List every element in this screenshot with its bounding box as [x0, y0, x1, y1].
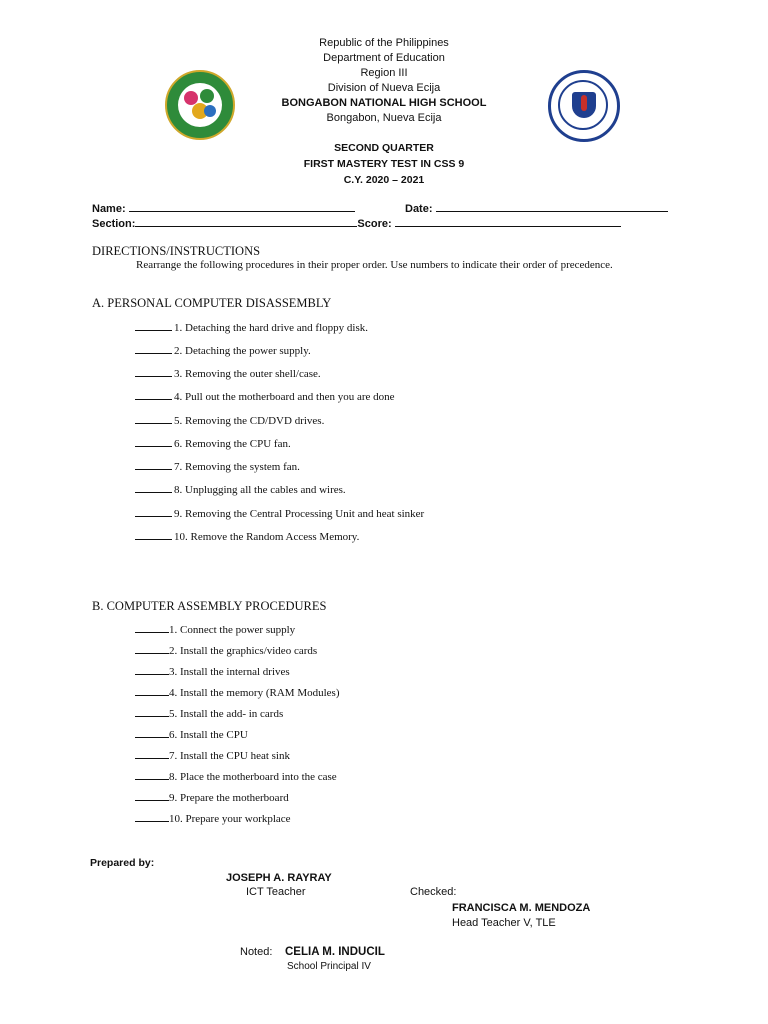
answer-blank[interactable]: [135, 367, 172, 377]
prepared-label: Prepared by:: [90, 857, 155, 869]
list-item[interactable]: 2. Install the graphics/video cards: [135, 644, 317, 657]
list-item[interactable]: 9. Removing the Central Processing Unit and heat sinker: [135, 507, 424, 520]
directions-heading: DIRECTIONS/INSTRUCTIONS: [92, 244, 261, 258]
answer-blank[interactable]: [135, 791, 169, 801]
header-line-republic: Republic of the Philippines: [319, 37, 449, 49]
section-a-heading: A. PERSONAL COMPUTER DISASSEMBLY: [92, 296, 332, 310]
answer-blank[interactable]: [135, 530, 172, 540]
date-blank[interactable]: [436, 201, 668, 212]
test-title: [0, 140, 768, 188]
answer-blank[interactable]: [135, 390, 172, 400]
list-item[interactable]: 9. Prepare the motherboard: [135, 791, 289, 804]
answer-blank[interactable]: [135, 414, 172, 424]
title-quarter: SECOND QUARTER: [334, 142, 434, 154]
answer-blank[interactable]: [135, 665, 169, 675]
noted-name: CELIA M. INDUCIL: [285, 946, 385, 958]
list-item[interactable]: 2. Detaching the power supply.: [135, 344, 311, 357]
answer-blank[interactable]: [135, 707, 169, 717]
title-test: FIRST MASTERY TEST IN CSS 9: [303, 158, 465, 170]
answer-blank[interactable]: [135, 321, 172, 331]
answer-blank[interactable]: [135, 483, 172, 493]
answer-blank[interactable]: [135, 686, 169, 696]
list-item[interactable]: 3. Removing the outer shell/case.: [135, 367, 321, 380]
answer-blank[interactable]: [135, 507, 172, 517]
answer-blank[interactable]: [135, 812, 169, 822]
list-item[interactable]: 7. Install the CPU heat sink: [135, 749, 290, 762]
name-label: Name:: [92, 203, 126, 215]
list-item[interactable]: 8. Unplugging all the cables and wires.: [135, 483, 346, 496]
title-year: C.Y. 2020 – 2021: [343, 174, 425, 186]
list-item[interactable]: 6. Install the CPU: [135, 728, 248, 741]
list-item[interactable]: 1. Detaching the hard drive and floppy disk.: [135, 321, 368, 334]
header-line-department: Department of Education: [323, 52, 445, 64]
school-name: BONGABON NATIONAL HIGH SCHOOL: [281, 97, 487, 109]
header-line-address: Bongabon, Nueva Ecija: [326, 112, 442, 124]
prepared-role: ICT Teacher: [246, 886, 306, 898]
list-item[interactable]: 5. Removing the CD/DVD drives.: [135, 414, 324, 427]
answer-blank[interactable]: [135, 728, 169, 738]
answer-blank[interactable]: [135, 344, 172, 354]
answer-blank[interactable]: [135, 437, 172, 447]
section-label: Section:: [92, 218, 136, 230]
answer-blank[interactable]: [135, 460, 172, 470]
list-item[interactable]: 7. Removing the system fan.: [135, 460, 300, 473]
noted-role: School Principal IV: [287, 961, 371, 972]
section-b-heading: B. COMPUTER ASSEMBLY PROCEDURES: [92, 599, 327, 613]
list-item[interactable]: 5. Install the add- in cards: [135, 707, 283, 720]
list-item[interactable]: 4. Install the memory (RAM Modules): [135, 686, 339, 699]
list-item[interactable]: 10. Prepare your workplace: [135, 812, 291, 825]
letterhead: [0, 36, 768, 126]
name-field[interactable]: [92, 201, 355, 215]
noted-label: Noted:: [240, 946, 273, 958]
list-item[interactable]: 1. Connect the power supply: [135, 623, 295, 636]
prepared-name: JOSEPH A. RAYRAY: [226, 872, 332, 884]
date-label: Date:: [405, 203, 433, 215]
checked-name: FRANCISCA M. MENDOZA: [452, 902, 591, 914]
section-blank[interactable]: [135, 216, 357, 227]
directions-body: Rearrange the following procedures in their proper order. Use numbers to indicate their order of precedence.: [136, 259, 613, 271]
answer-blank[interactable]: [135, 770, 169, 780]
score-label: Score:: [357, 218, 392, 230]
name-blank[interactable]: [129, 201, 355, 212]
list-item[interactable]: 8. Place the motherboard into the case: [135, 770, 337, 783]
checked-role: Head Teacher V, TLE: [452, 917, 556, 929]
list-item[interactable]: 10. Remove the Random Access Memory.: [135, 530, 359, 543]
answer-blank[interactable]: [135, 749, 169, 759]
score-blank[interactable]: [395, 216, 621, 227]
list-item[interactable]: 3. Install the internal drives: [135, 665, 290, 678]
header-line-division: Division of Nueva Ecija: [327, 82, 441, 94]
checked-label: Checked:: [410, 886, 457, 898]
header-line-region: Region III: [360, 67, 408, 79]
answer-blank[interactable]: [135, 644, 169, 654]
date-field[interactable]: [405, 201, 668, 215]
section-field[interactable]: [92, 216, 621, 230]
list-item[interactable]: 4. Pull out the motherboard and then you are done: [135, 390, 395, 403]
answer-blank[interactable]: [135, 623, 169, 633]
list-item[interactable]: 6. Removing the CPU fan.: [135, 437, 291, 450]
